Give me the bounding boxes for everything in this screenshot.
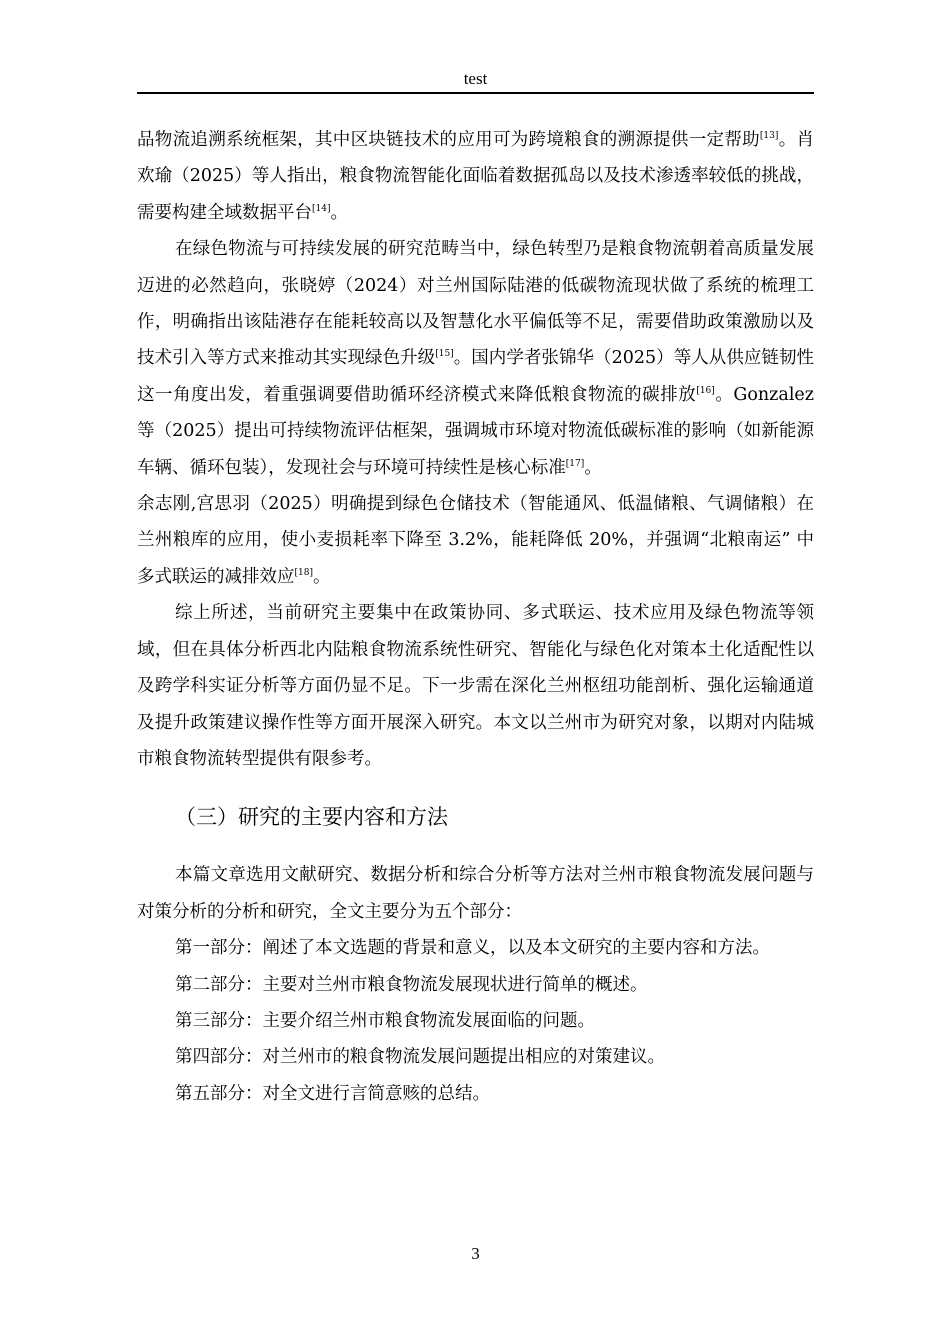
list-item-part-4: 第四部分：对兰州市的粮食物流发展问题提出相应的对策建议。 bbox=[175, 1047, 665, 1068]
paragraph-1 bbox=[137, 122, 814, 231]
list-item-part-2: 第二部分：主要对兰州市粮食物流发展现状进行简单的概述。 bbox=[175, 974, 648, 995]
citation-14[interactable]: [14] bbox=[312, 203, 331, 214]
header-rule bbox=[137, 92, 814, 94]
page-number: 3 bbox=[471, 1244, 480, 1263]
text-run: 在绿色物流与可持续发展的研究范畴当中，绿色转型乃是粮食物流朝着高质量发展迈进的必然趋向，张晓婷（2024）对兰州国际陆港的低碳物流现状做了系统的梳理工作，明确指出该陆港存在能耗较高以及智慧化水平偏低等不足，需要借助政策激励以及技术引入等方式来推动其实现绿色升级 bbox=[137, 239, 814, 369]
list-item-part-5: 第五部分：对全文进行言简意赅的总结。 bbox=[175, 1083, 490, 1104]
text-run: 。国内学者张锦华（2025）等人从供应链韧性这一角度出发，着重强调要借助循环经济模式来降低粮食物流的碳排放 bbox=[137, 348, 814, 405]
text-run: 。 bbox=[584, 457, 602, 478]
text-run: 余志刚,宫思羽（2025）明确提到绿色仓储技术（智能通风、低温储粮、气调储粮）在兰州粮库的应用，使小麦损耗率下降至 3.2%，能耗降低 20%，并强调“北粮南运” 中多式联运的减排效应 bbox=[137, 494, 814, 587]
citation-15[interactable]: [15] bbox=[435, 349, 454, 360]
section-heading: （三）研究的主要内容和方法 bbox=[175, 805, 448, 830]
paragraph-3 bbox=[137, 486, 814, 595]
citation-17[interactable]: [17] bbox=[565, 458, 585, 469]
citation-16[interactable]: [16] bbox=[696, 385, 715, 396]
citation-13[interactable]: [13] bbox=[759, 131, 779, 141]
page-body bbox=[137, 122, 814, 1112]
text-run: 。Gonzalez 等（2025）提出可持续物流评估框架，强调城市环境对物流低碳标准的影响（如新能源车辆、循环包装），发现社会与环境可持续性是核心标准 bbox=[137, 384, 814, 478]
paragraph-4: 综上所述，当前研究主要集中在政策协同、多式联运、技术应用及绿色物流等领域，但在具体分析西北内陆粮食物流系统性研究、智能化与绿色化对策本土化适配性以及跨学科实证分析等方面仍显不足。下一步需在深化兰州枢纽功能剖析、强化运输通道及提升政策建议操作性等方面开展深入研究。本文以兰州市为研究对象，以期对内陆城市粮食物流转型提供有限参考。 bbox=[137, 603, 814, 769]
list-item-part-3: 第三部分：主要介绍兰州市粮食物流发展面临的问题。 bbox=[175, 1010, 595, 1031]
text-run: 。 bbox=[330, 202, 348, 223]
text-run: 。肖欢瑜（2025）等人指出，粮食物流智能化面临着数据孤岛以及技术渗透率较低的挑战，需要构建全域数据平台 bbox=[137, 130, 815, 223]
text-run: 品物流追溯系统框架，其中区块链技术的应用可为跨境粮食的溯源提供一定帮助 bbox=[137, 130, 760, 150]
citation-18[interactable]: [18] bbox=[294, 567, 313, 578]
paragraph-5: 本篇文章选用文献研究、数据分析和综合分析等方法对兰州市粮食物流发展问题与对策分析的分析和研究，全文主要分为五个部分： bbox=[137, 865, 814, 922]
text-run: 。 bbox=[312, 566, 331, 587]
list-item-part-1: 第一部分：阐述了本文选题的背景和意义，以及本文研究的主要内容和方法。 bbox=[175, 938, 770, 959]
paragraph-2 bbox=[137, 231, 814, 486]
page-header: test bbox=[463, 69, 488, 88]
